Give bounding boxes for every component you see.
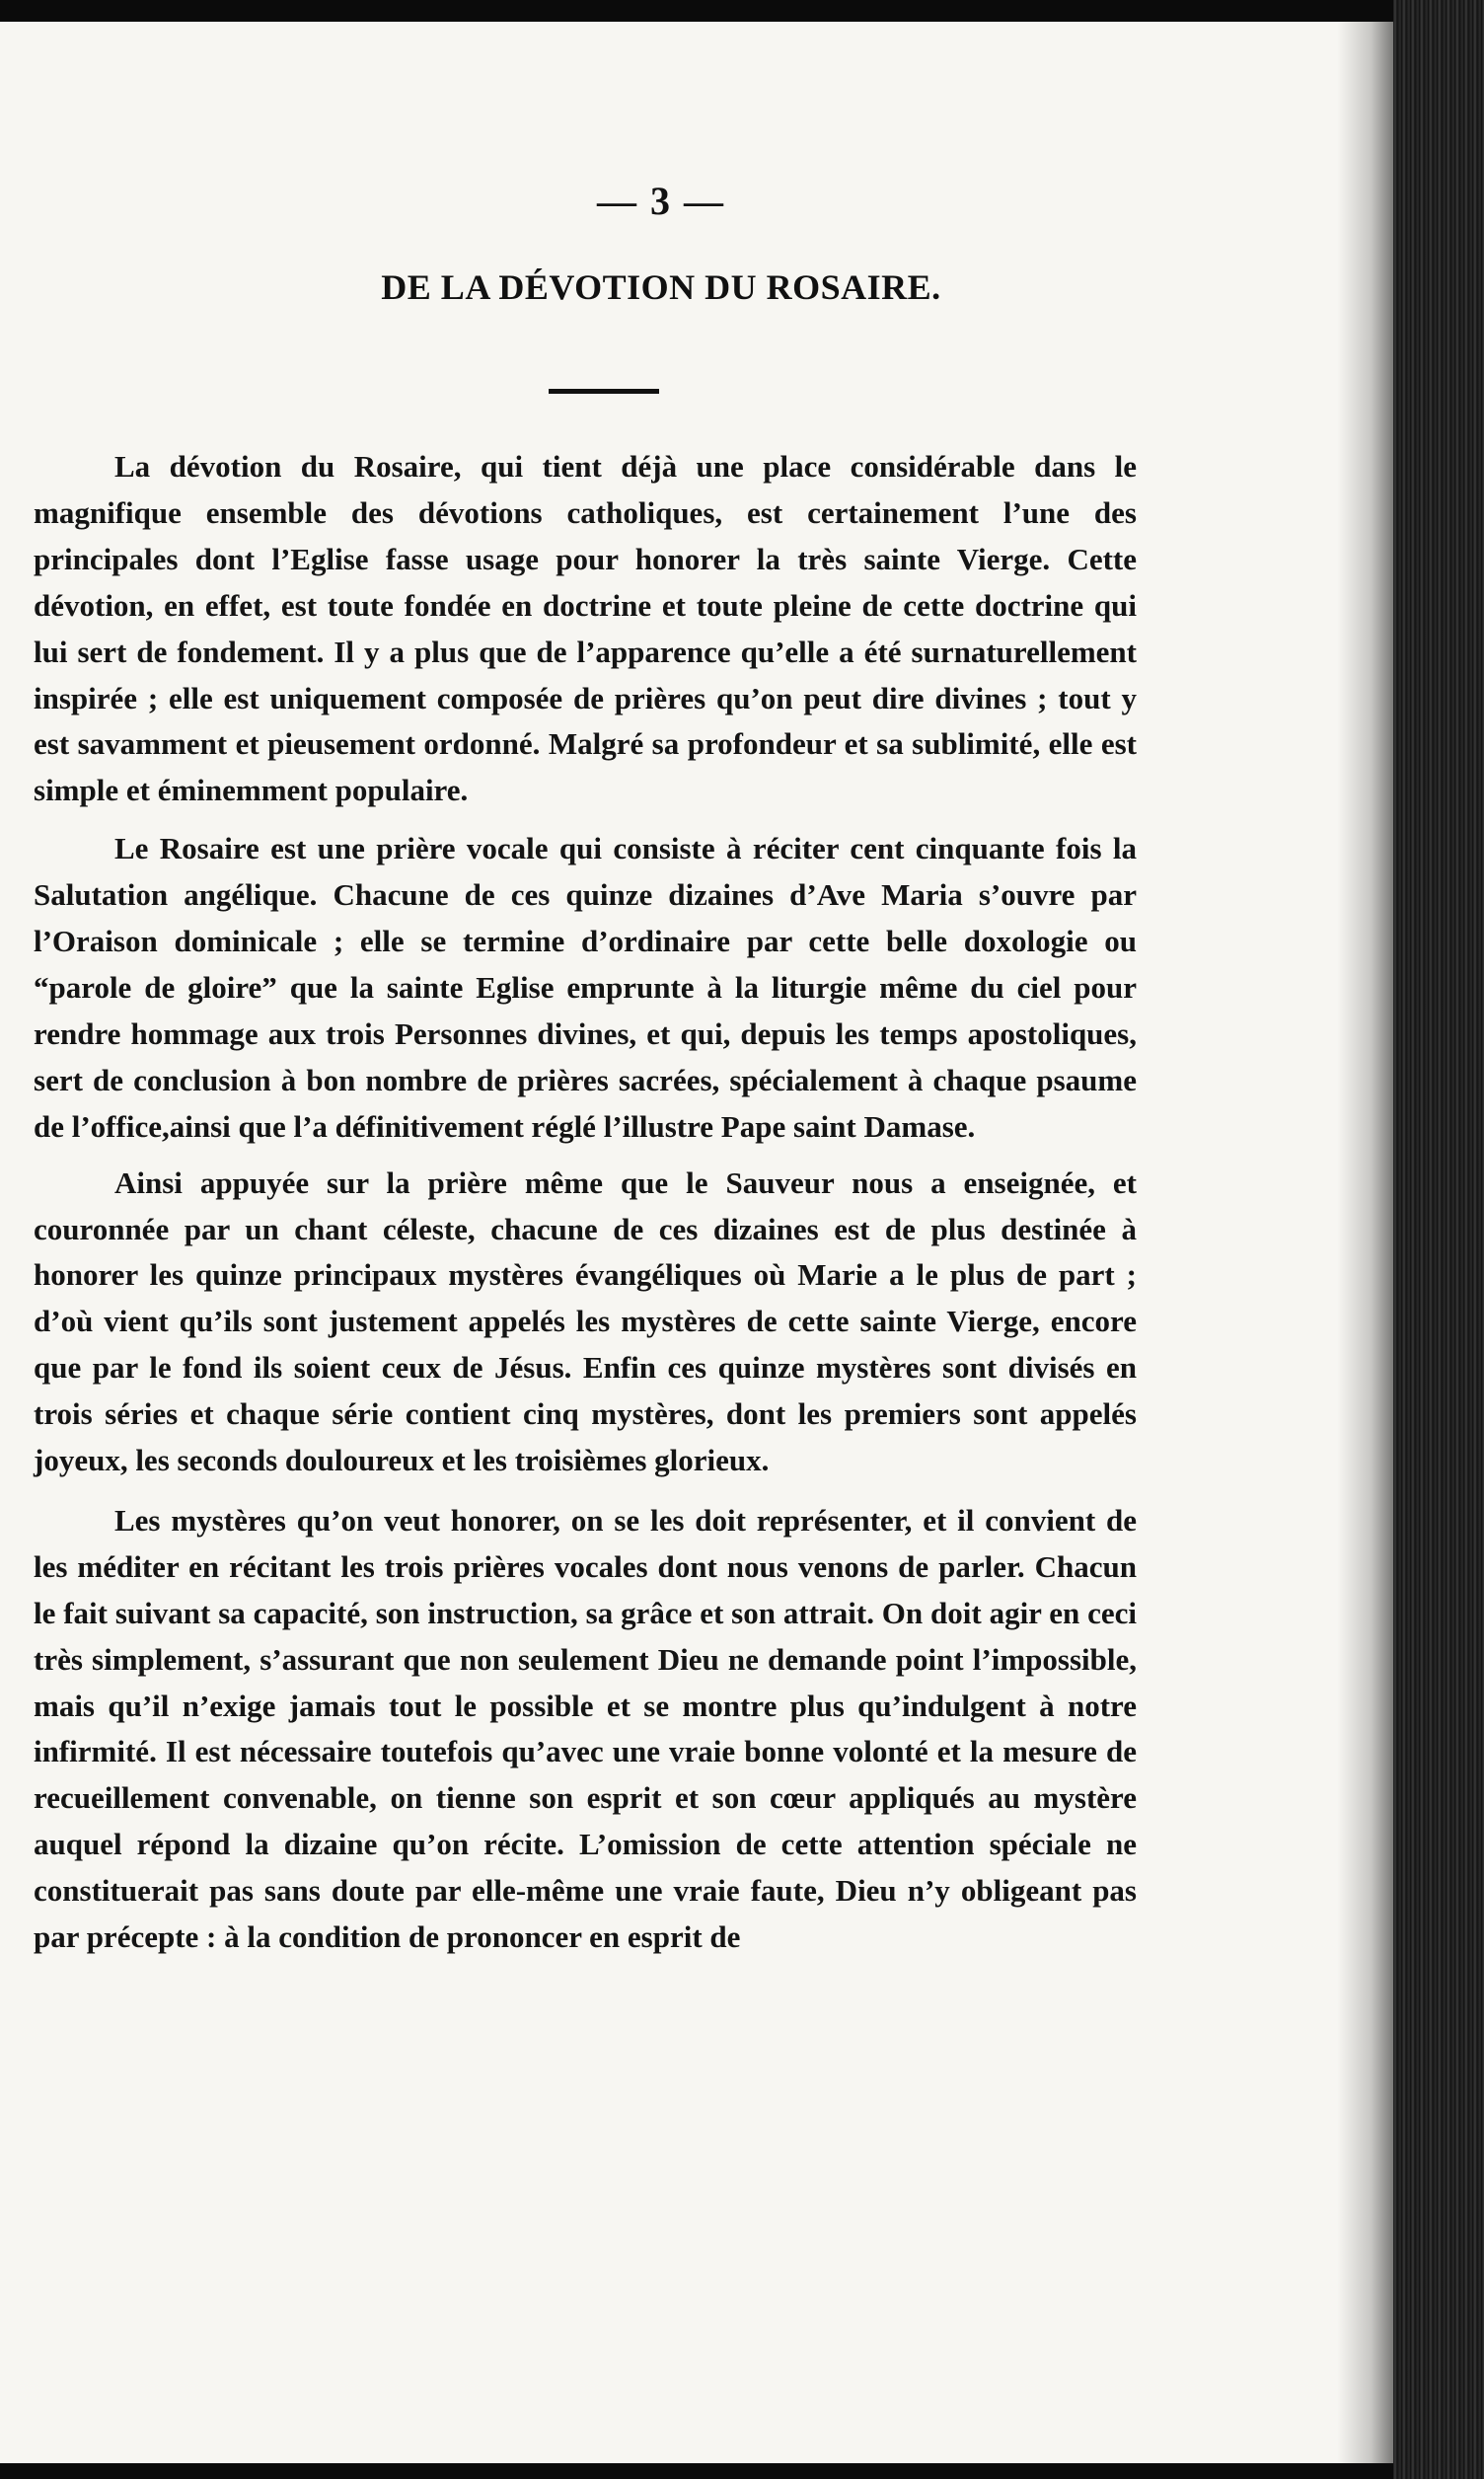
page-gutter-shadow — [1337, 22, 1393, 2463]
title-rule — [549, 389, 659, 394]
paragraph-1: La dévotion du Rosaire, qui tient déjà une place considérable dans le magnifique ensemble des dévotions catholiques, est certainement l’une des principales dont l’Eglise fasse usage pour honorer la très sainte Vierge. Cette dévotion, en effet, est toute fondée en doctrine et toute pleine de cette doctrine qui lui sert de fondement. Il y a plus que de l’apparence qu’elle a été surnaturellement inspirée ; elle est uniquement composée de prières qu’on peut dire divines ; tout y est savamment et pieusement ordonné. Malgré sa profondeur et sa sublimité, elle est simple et éminemment populaire. — [34, 449, 1137, 808]
body-text — [34, 444, 1137, 1973]
book-binding-edge — [1393, 0, 1484, 2479]
book-page — [0, 22, 1393, 2463]
paragraph-4: Les mystères qu’on veut honorer, on se les doit représenter, et il convient de les méditer en récitant les trois prières vocales dont nous venons de parler. Chacun le fait suivant sa capacité, son instruction, sa grâce et son attrait. On doit agir en ceci très simplement, s’assurant que non seulement Dieu ne demande point l’impossible, mais qu’il n’exige jamais tout le possible et se montre plus qu’indulgent à notre infirmité. Il est nécessaire toutefois qu’avec une vraie bonne volonté et la mesure de recueillement convenable, on tienne son esprit et son cœur appliqués au mystère auquel répond la dizaine qu’on récite. L’omission de cette attention spéciale ne constituerait pas sans doute par elle-même une vraie faute, Dieu n’y obligeant pas par précepte : à la condition de prononcer en esprit de — [34, 1502, 1137, 1955]
paragraph-2: Le Rosaire est une prière vocale qui consiste à réciter cent cinquante fois la Salutation angélique. Chacune de ces quinze dizaines d’Ave Maria s’ouvre par l’Oraison dominicale ; elle se termine d’ordinaire par cette belle doxologie ou “parole de gloire” que la sainte Eglise emprunte à la liturgie même du ciel pour rendre hommage aux trois Personnes divines, et qui, depuis les temps apostoliques, sert de conclusion à bon nombre de prières sacrées, spécialement à chaque psaume de l’office,ainsi que l’a définitivement réglé l’illustre Pape saint Damase. — [34, 831, 1137, 1144]
paragraph-3: Ainsi appuyée sur la prière même que le Sauveur nous a enseignée, et couronnée par un chant céleste, chacune de ces dizaines est de plus destinée à honorer les quinze principaux mystères évangéliques où Marie a le plus de part ; d’où vient qu’ils sont justement appelés les mystères de cette sainte Vierge, encore que par le fond ils soient ceux de Jésus. Enfin ces quinze mystères sont divisés en trois séries et chaque série contient cinq mystères, dont les premiers sont appelés joyeux, les seconds douloureux et les troisièmes glorieux. — [34, 1164, 1137, 1478]
chapter-title: DE LA DÉVOTION DU ROSAIRE. — [381, 267, 941, 307]
page-number: — 3 — — [597, 179, 725, 223]
